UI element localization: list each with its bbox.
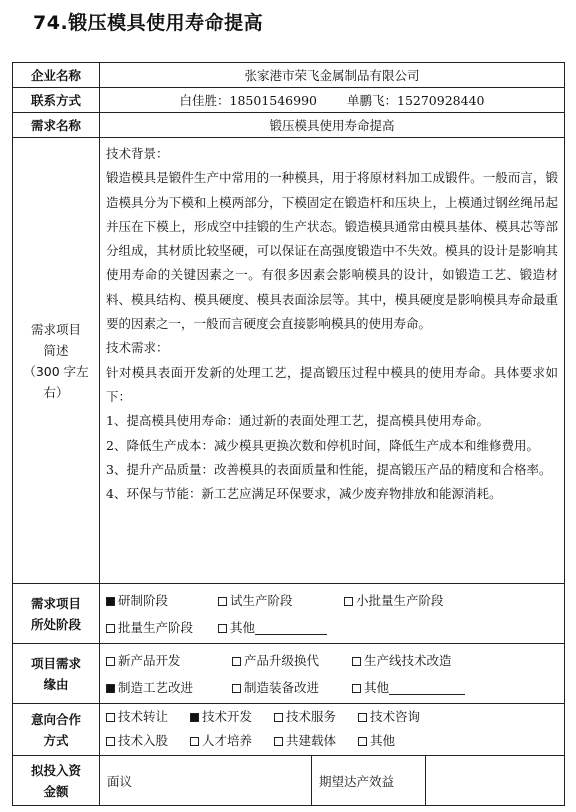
need-name-value: 锻压模具使用寿命提高	[100, 113, 565, 138]
contact-label: 联系方式	[13, 88, 100, 113]
invest-amount: 面议	[100, 756, 312, 805]
coop-option-talent[interactable]: 人才培养	[190, 729, 274, 753]
other-blank[interactable]	[255, 620, 327, 635]
reason-options	[100, 644, 565, 704]
other-blank[interactable]	[389, 680, 465, 695]
need-name-row	[13, 113, 565, 138]
company-label: 企业名称	[13, 63, 100, 88]
checkbox-checked-icon	[106, 597, 115, 606]
coop-label: 意向合作 方式	[13, 704, 100, 756]
stage-option-small-batch[interactable]: 小批量生产阶段	[344, 587, 444, 614]
summary-content	[100, 138, 565, 584]
checkbox-icon	[190, 737, 199, 746]
checkbox-icon	[352, 684, 361, 693]
checkbox-checked-icon	[190, 713, 199, 722]
checkbox-icon	[232, 684, 241, 693]
stage-option-research[interactable]: 研制阶段	[106, 587, 218, 614]
invest-label: 拟投入资 金额	[13, 756, 100, 806]
coop-option-other[interactable]: 其他	[358, 729, 395, 753]
checkbox-icon	[358, 737, 367, 746]
coop-option-transfer[interactable]: 技术转让	[106, 705, 190, 729]
requirement-item: 1、提高模具使用寿命：通过新的表面处理工艺，提高模具使用寿命。	[106, 413, 489, 429]
checkbox-icon	[232, 657, 241, 666]
stage-row	[13, 584, 565, 644]
checkbox-icon	[344, 597, 353, 606]
reason-option-equipment[interactable]: 制造装备改进	[232, 674, 352, 701]
checkbox-icon	[218, 597, 227, 606]
requirement-item: 4、环保与节能：新工艺应满足环保要求，减少废弃物排放和能源消耗。	[106, 486, 502, 502]
coop-option-development[interactable]: 技术开发	[190, 705, 274, 729]
checkbox-checked-icon	[106, 684, 115, 693]
checkbox-icon	[274, 713, 283, 722]
summary-label: 需求项目 简述 （300 字左 右）	[13, 138, 100, 584]
coop-option-equity[interactable]: 技术入股	[106, 729, 190, 753]
checkbox-icon	[106, 713, 115, 722]
reason-option-line-retrofit[interactable]: 生产线技术改造	[352, 647, 452, 674]
checkbox-icon	[106, 624, 115, 633]
company-value: 张家港市荣飞金属制品有限公司	[100, 63, 565, 88]
stage-options	[100, 584, 565, 644]
page-title: 74.锻压模具使用寿命提高	[33, 12, 264, 34]
contact-person-1: 白佳胜：18501546990	[179, 93, 317, 108]
coop-option-consulting[interactable]: 技术咨询	[358, 705, 420, 729]
invest-content	[100, 756, 565, 806]
need-name-label: 需求名称	[13, 113, 100, 138]
checkbox-icon	[274, 737, 283, 746]
contact-value	[100, 88, 565, 113]
invest-row	[13, 756, 565, 806]
reason-label: 项目需求 缘由	[13, 644, 100, 704]
stage-label: 需求项目 所处阶段	[13, 584, 100, 644]
checkbox-icon	[106, 737, 115, 746]
summary-row	[13, 138, 565, 584]
checkbox-icon	[106, 657, 115, 666]
reason-option-process[interactable]: 制造工艺改进	[106, 674, 232, 701]
expected-benefit-label: 期望达产效益	[312, 756, 426, 805]
requirement-item: 2、降低生产成本：减少模具更换次数和停机时间，降低生产成本和维修费用。	[106, 437, 539, 453]
checkbox-icon	[358, 713, 367, 722]
stage-option-other[interactable]: 其他	[218, 614, 327, 641]
checkbox-icon	[218, 624, 227, 633]
reason-option-new-product[interactable]: 新产品开发	[106, 647, 232, 674]
coop-option-carrier[interactable]: 共建载体	[274, 729, 358, 753]
checkbox-icon	[352, 657, 361, 666]
reason-option-upgrade[interactable]: 产品升级换代	[232, 647, 352, 674]
coop-option-service[interactable]: 技术服务	[274, 705, 358, 729]
requirement-item: 3、提升产品质量：改善模具的表面质量和性能，提高锻压产品的精度和合格率。	[106, 461, 552, 477]
stage-option-trial[interactable]: 试生产阶段	[218, 587, 344, 614]
reason-option-other[interactable]: 其他	[352, 674, 465, 701]
expected-benefit-value[interactable]	[426, 756, 564, 805]
requirement-paragraph: 针对模具表面开发新的处理工艺，提高锻压过程中模具的使用寿命。具体要求如下：	[106, 364, 558, 404]
requirement-form	[12, 62, 565, 806]
background-heading: 技术背景：	[106, 146, 169, 161]
requirement-heading: 技术需求：	[106, 340, 169, 356]
coop-row	[13, 704, 565, 756]
background-paragraph: 锻造模具是锻件生产中常用的一种模具，用于将原材料加工成锻件。一般而言，锻造模具分为下模和上模两部分，下模固定在锻造杆和压块上，上模通过钢丝绳吊起并压在下模上，形成空中挂锻的生产状态。锻造模具通常由模具基体、模具芯等部分组成，其材质比较坚硬，可以保证在高强度锻造中不失效。模具的设计是影响其使用寿命的关键因素之一。有很多因素会影响模具的设计，如锻造工艺、锻造材料、模具结构、模具硬度、模具表面涂层等。其中，模具硬度是影响模具寿命最重要的因素之一，一般而言硬度会直接影响模具的使用寿命。	[106, 170, 558, 332]
contact-row	[13, 88, 565, 113]
contact-person-2: 单鹏飞：15270928440	[347, 93, 485, 108]
coop-options	[100, 704, 565, 756]
stage-option-mass[interactable]: 批量生产阶段	[106, 614, 218, 641]
company-row	[13, 63, 565, 88]
reason-row	[13, 644, 565, 704]
